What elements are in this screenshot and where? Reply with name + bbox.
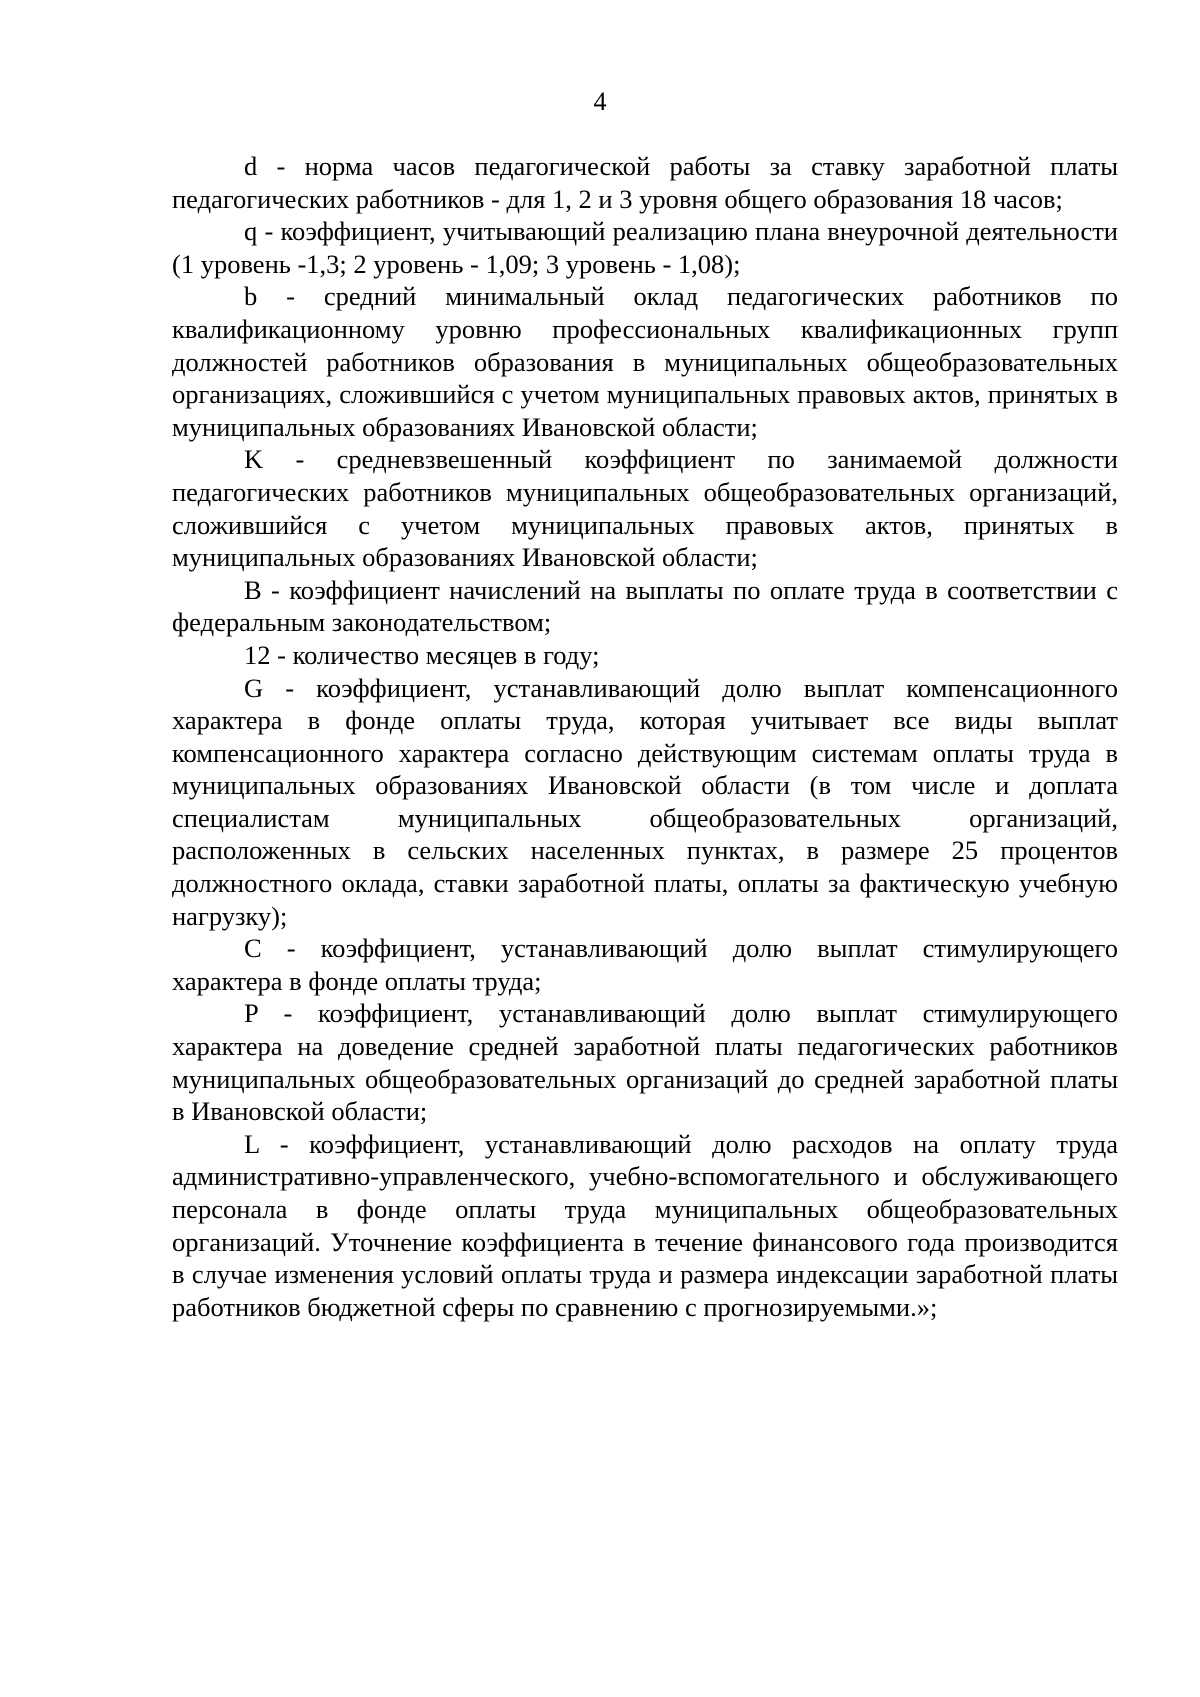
paragraph-12-definition: 12 - количество месяцев в году; bbox=[244, 639, 600, 670]
paragraph-b-definition: b - средний минимальный оклад педагогических работников по квалификационному уровню профессиональных квалификационных групп должностей работников образования в муниципальных общеобразовательных организациях, сложившийся с учетом муниципальных правовых актов, принятых в муниципальных образованиях Ивановской области; bbox=[172, 281, 1118, 442]
document-body bbox=[172, 150, 1118, 1323]
paragraph-g-definition: G - коэффициент, устанавливающий долю выплат компенсационного характера в фонде оплаты труда, которая учитывает все виды выплат компенсационного характера согласно действующим системам оплаты труда в муниципальных образованиях Ивановской области (в том числе и доплата специалистам муниципальных общеобразовательных организаций, расположенных в сельских населенных пунктах, в размере 25 процентов должностного оклада, ставки заработной платы, оплаты за фактическую учебную нагрузку); bbox=[172, 672, 1118, 931]
paragraph-l-definition: L - коэффициент, устанавливающий долю расходов на оплату труда административно-управленческого, учебно-вспомогательного и обслуживающего персонала в фонде оплаты труда муниципальных общеобразовательных организаций. Уточнение коэффициента в течение финансового года производится в случае изменения условий оплаты труда и размера индексации заработной платы работников бюджетной сферы по сравнению с прогнозируемыми.»; bbox=[172, 1128, 1118, 1322]
paragraph-d-definition: d - норма часов педагогической работы за ставку заработной платы педагогических работников - для 1, 2 и 3 уровня общего образования 18 часов; bbox=[172, 151, 1118, 214]
paragraph-p-definition: P - коэффициент, устанавливающий долю выплат стимулирующего характера на доведение средней заработной платы педагогических работников муниципальных общеобразовательных организаций до средней заработной платы в Ивановской области; bbox=[172, 998, 1118, 1127]
paragraph-c-definition: C - коэффициент, устанавливающий долю выплат стимулирующего характера в фонде оплаты труда; bbox=[172, 933, 1118, 996]
paragraph-q-definition: q - коэффициент, учитывающий реализацию плана внеурочной деятельности (1 уровень -1,3; 2 уровень - 1,09; 3 уровень - 1,08); bbox=[172, 216, 1118, 279]
paragraph-b-upper-definition: B - коэффициент начислений на выплаты по оплате труда в соответствии с федеральным законодательством; bbox=[172, 574, 1118, 638]
paragraph-k-definition: K - средневзвешенный коэффициент по занимаемой должности педагогических работников муниципальных общеобразовательных организаций, сложившийся с учетом муниципальных правовых актов, принятых в муниципальных образованиях Ивановской области; bbox=[172, 444, 1118, 573]
page-number: 4 bbox=[593, 87, 607, 116]
